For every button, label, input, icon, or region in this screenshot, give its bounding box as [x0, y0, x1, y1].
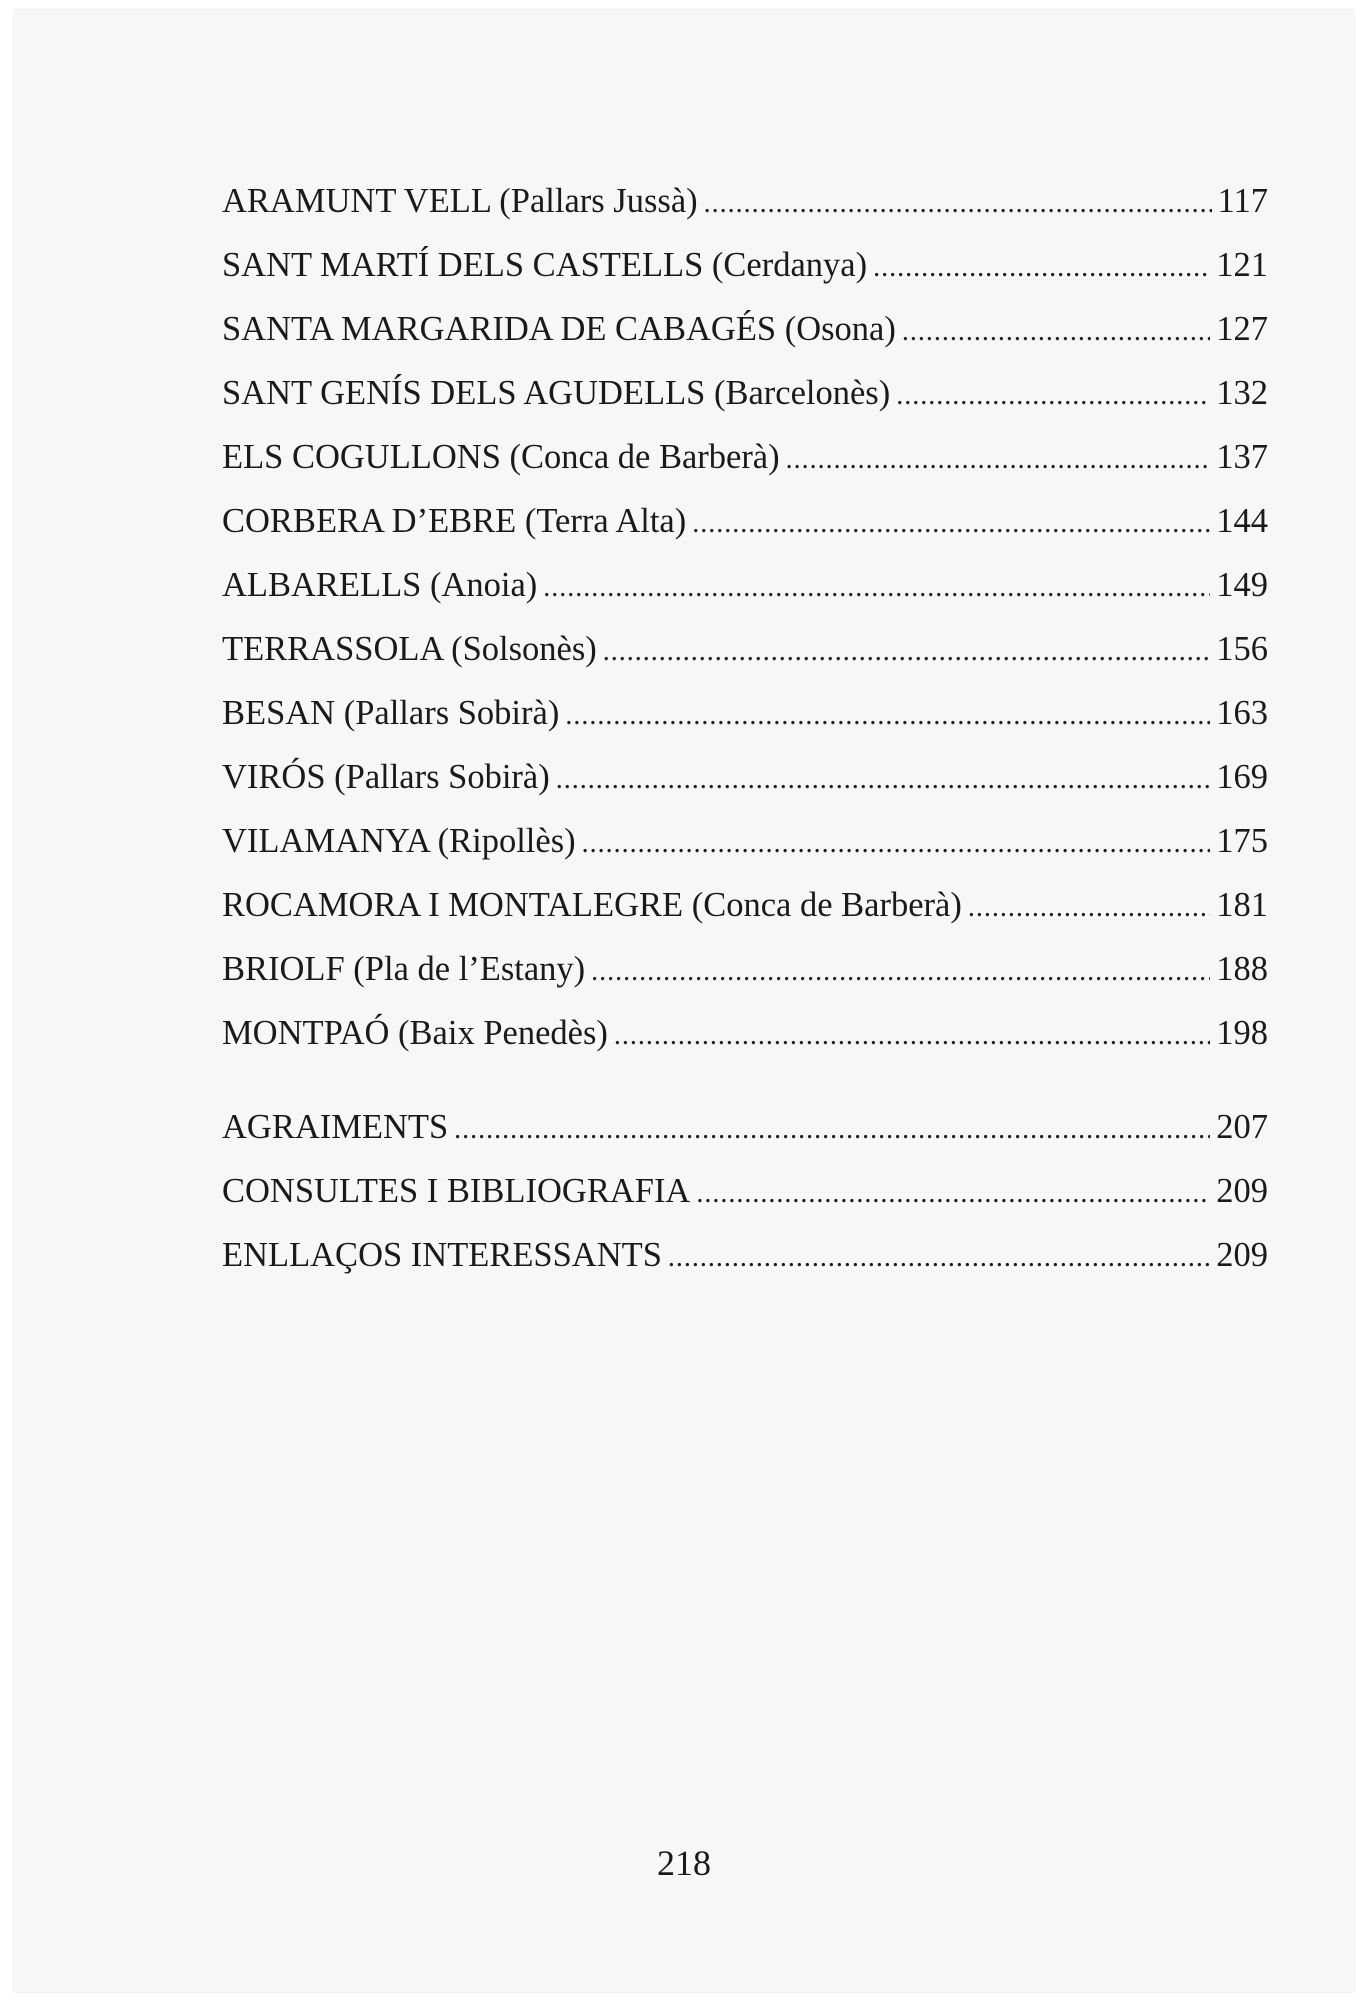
toc-entry-title: MONTPAÓ (Baix Penedès)	[222, 1014, 608, 1052]
toc-entry	[222, 1172, 1268, 1236]
toc-entry	[222, 1108, 1268, 1172]
toc-entry-page: 127	[1216, 310, 1268, 348]
toc-entry-page: 209	[1216, 1236, 1268, 1274]
dot-leader	[614, 1020, 1210, 1052]
toc-entry-title: BRIOLF (Pla de l’Estany)	[222, 950, 586, 988]
toc-main-list	[222, 182, 1268, 1078]
dot-leader	[902, 316, 1210, 348]
dot-leader	[704, 188, 1212, 220]
toc-entry-page: 117	[1217, 182, 1268, 220]
toc-entry	[222, 374, 1268, 438]
toc-entry	[222, 822, 1268, 886]
toc-entry-page: 163	[1216, 694, 1268, 732]
toc-back-matter-list	[222, 1108, 1268, 1300]
toc-entry-page: 137	[1216, 438, 1268, 476]
toc-entry-page: 169	[1216, 758, 1268, 796]
toc-entry-title: TERRASSOLA (Solsonès)	[222, 630, 597, 668]
toc-entry-title: ROCAMORA I MONTALEGRE (Conca de Barberà)	[222, 886, 962, 924]
toc-entry	[222, 630, 1268, 694]
section-gap	[222, 1078, 1268, 1108]
toc-entry	[222, 1236, 1268, 1300]
table-of-contents	[222, 182, 1268, 1300]
toc-entry	[222, 502, 1268, 566]
dot-leader	[692, 508, 1210, 540]
dot-leader	[565, 700, 1210, 732]
toc-entry-title: CONSULTES I BIBLIOGRAFIA	[222, 1172, 691, 1210]
toc-entry-page: 207	[1216, 1108, 1268, 1146]
toc-entry-title: CORBERA D’EBRE (Terra Alta)	[222, 502, 687, 540]
toc-entry	[222, 758, 1268, 822]
toc-entry	[222, 310, 1268, 374]
toc-entry-title: ENLLAÇOS INTERESSANTS	[222, 1236, 662, 1274]
toc-entry	[222, 246, 1268, 310]
toc-entry-page: 121	[1216, 246, 1268, 284]
dot-leader	[556, 764, 1211, 796]
toc-entry-title: ARAMUNT VELL (Pallars Jussà)	[222, 182, 698, 220]
toc-entry	[222, 438, 1268, 502]
toc-entry-page: 156	[1216, 630, 1268, 668]
toc-entry	[222, 950, 1268, 1014]
page-number: 218	[657, 1843, 711, 1883]
toc-entry-title: SANT MARTÍ DELS CASTELLS (Cerdanya)	[222, 246, 868, 284]
dot-leader	[591, 956, 1210, 988]
dot-leader	[896, 380, 1210, 412]
toc-entry-page: 175	[1216, 822, 1268, 860]
toc-entry-page: 181	[1216, 886, 1268, 924]
toc-entry	[222, 566, 1268, 630]
toc-entry-title: VIRÓS (Pallars Sobirà)	[222, 758, 550, 796]
dot-leader	[603, 636, 1211, 668]
dot-leader	[543, 572, 1210, 604]
dot-leader	[968, 892, 1210, 924]
toc-entry-title: AGRAIMENTS	[222, 1108, 449, 1146]
toc-entry-title: ELS COGULLONS (Conca de Barberà)	[222, 438, 780, 476]
dot-leader	[668, 1242, 1210, 1274]
toc-entry-title: VILAMANYA (Ripollès)	[222, 822, 576, 860]
toc-entry	[222, 694, 1268, 758]
dot-leader	[696, 1178, 1210, 1210]
toc-entry-title: SANTA MARGARIDA DE CABAGÉS (Osona)	[222, 310, 896, 348]
toc-entry-title: BESAN (Pallars Sobirà)	[222, 694, 560, 732]
toc-entry-page: 149	[1216, 566, 1268, 604]
toc-entry-title: SANT GENÍS DELS AGUDELLS (Barcelonès)	[222, 374, 891, 412]
toc-entry	[222, 886, 1268, 950]
toc-entry	[222, 182, 1268, 246]
dot-leader	[582, 828, 1211, 860]
dot-leader	[786, 444, 1211, 476]
toc-entry-page: 144	[1216, 502, 1268, 540]
dot-leader	[454, 1114, 1210, 1146]
book-page	[14, 10, 1354, 1992]
toc-entry	[222, 1014, 1268, 1078]
toc-entry-page: 198	[1216, 1014, 1268, 1052]
toc-entry-page: 132	[1216, 374, 1268, 412]
dot-leader	[873, 252, 1210, 284]
toc-entry-title: ALBARELLS (Anoia)	[222, 566, 538, 604]
toc-entry-page: 188	[1216, 950, 1268, 988]
toc-entry-page: 209	[1216, 1172, 1268, 1210]
